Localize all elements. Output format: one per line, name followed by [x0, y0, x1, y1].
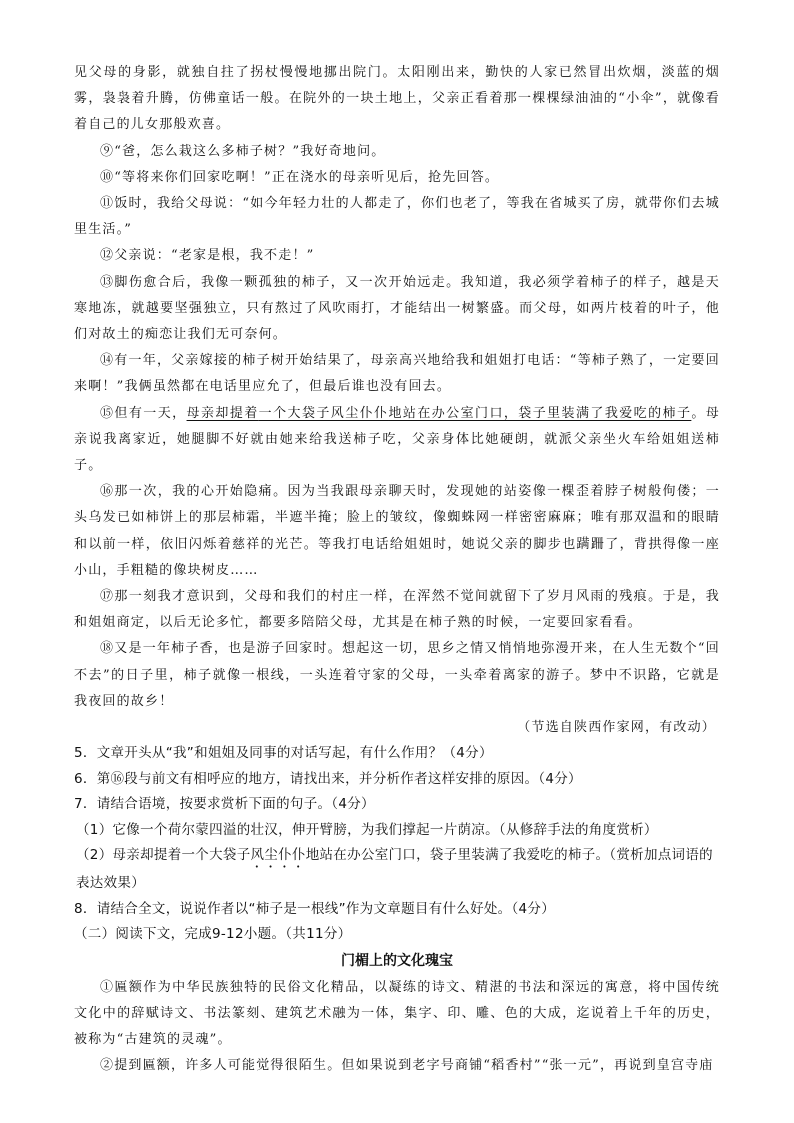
paragraph-16: ⑯那一次，我的心开始隐痛。因为当我跟母亲聊天时，发现她的站姿像一棵歪着脖子树般佝偻；一头乌发已如柿饼上的那层柿霜，半遮半掩；脸上的皱纹，像蜘蛛网一样密密麻麻；唯有那双温和的眼睛和以前一样，依旧闪烁着慈祥的光芒。等我打电话给姐姐时，她说父亲的脚步也蹒跚了，背拱得像一座小山，手粗糙的像块树皮…… [74, 484, 720, 578]
paragraph-15 [74, 401, 720, 480]
question-7-2-suffix: 地站在办公室门口，袋子里装满了我爱吃的柿子。（赏析加点词语的表达效果） [76, 847, 713, 892]
paragraph-11: ⑪饭时，我给父母说：“如今年轻力壮的人都走了，你们也老了，等我在省城买了房，就带你们去城里生活。” [74, 196, 720, 238]
passage-2-paragraph-1: ①匾额作为中华民族独特的民俗文化精品，以凝练的诗文、精湛的书法和深远的寓意，将中国传统文化中的辞赋诗文、书法篆刻、建筑艺术融为一体，集字、印、雕、色的大成，迄说着上千年的历史，被称为“古建筑的灵魂”。 [74, 979, 720, 1047]
reading-passage-2 [74, 948, 720, 1080]
question-8: 8．请结合全文，说说作者以“柿子是一根线”作为文章题目有什么好处。（4分） [74, 900, 556, 917]
paragraph-15-number: ⑮但有一天， [100, 405, 187, 421]
reading-passage-1 [74, 60, 720, 741]
paragraph-14: ⑭有一年，父亲嫁接的柿子树开始结果了，母亲高兴地给我和姐姐打电话：“等柿子熟了，一定要回来啊！”我俩虽然都在电话里应允了，但最后谁也没有回去。 [74, 353, 720, 395]
question-5: 5．文章开头从“我”和姐姐及同事的对话写起，有什么作用？（4分） [74, 745, 493, 762]
question-6: 6．第⑯段与前文有相呼应的地方，请找出来，并分析作者这样安排的原因。（4分） [74, 770, 582, 787]
question-7-1: （1）它像一个荷尔蒙四溢的壮汉，伸开臂膀，为我们撑起一片荫凉。（从修辞手法的角度赏析） [76, 821, 658, 838]
section-2-intro: （二）阅读下文，完成9-12小题。（共11分） [74, 926, 352, 943]
source-note: （节选自陕西作家网，有改动） [517, 720, 716, 736]
paragraph-15-rest: 。母亲说我离家近，她腿脚不好就由她来给我送柿子吃，父亲身体比她硬朗，就派父亲坐火车给姐姐送柿子。 [74, 405, 720, 474]
question-7-2-prefix: （2）母亲却提着一个大袋子 [76, 847, 251, 864]
passage-2-title: 门楣上的文化瑰宝 [341, 952, 453, 969]
paragraph-18: ⑱又是一年柿子香，也是游子回家时。想起这一切，思乡之情又悄悄地弥漫开来，在人生无数个“回不去”的日子里，柿子就像一根线，一头连着守家的父母，一头牵着离家的游子。梦中不识路，它就是我夜回的故乡！ [74, 641, 720, 709]
underlined-part-c: 地站在办公室门口，袋子里装满了我爱吃的柿子 [388, 405, 692, 421]
paragraph-10: ⑩“等将来你们回家吃啊！”正在浇水的母亲听见后，抢先回答。 [100, 169, 500, 185]
exam-page [74, 60, 720, 1079]
paragraph-17: ⑰那一刻我才意识到，父母和我们的村庄一样，在浑然不觉间就留下了岁月风雨的残痕。于是，我和姐姐商定，以后无论多忙，都要多陪陪父母，尤其是在柿子熟的时候，一定要回家看看。 [74, 589, 720, 631]
paragraph-13: ⑬脚伤愈合后，我像一颗孤独的柿子，又一次开始远走。我知道，我必须学着柿子的样子，越是天寒地冻，就越要坚强独立，只有熬过了风吹雨打，才能结出一树繁盛。而父母，如两片枝着的叶子，他们对故土的痴恋让我们无可奈何。 [74, 274, 720, 343]
underlined-part-a: 母亲却提着 [186, 405, 259, 421]
paragraph-12: ⑫父亲说：“老家是根，我不走！” [100, 248, 315, 264]
paragraph-9: ⑨“爸，怎么栽这么多柿子树？”我好奇地问。 [100, 143, 386, 159]
underlined-sentence [187, 406, 692, 421]
question-7: 7．请结合语境，按要求赏析下面的句子。（4分） [74, 796, 375, 813]
dotted-phrase: 风尘仆仆 [250, 847, 306, 864]
underlined-part-b: 一个大袋子风尘仆仆 [258, 405, 389, 421]
question-7-2 [74, 843, 720, 897]
paragraph-8-continued: 见父母的身影，就独自拄了拐杖慢慢地挪出院门。太阳刚出来，勤快的人家已然冒出炊烟，淡蓝的烟雾，袅袅着升腾，仿佛童话一般。在院外的一块土地上，父亲正看着那一棵棵绿油油的“小伞”，就像看着自己的儿女那般欢喜。 [74, 65, 720, 133]
passage-2-paragraph-2: ②提到匾额，许多人可能觉得很陌生。但如果说到老字号商铺“稻香村”“张一元”，再说到皇宫寺庙 [100, 1058, 714, 1074]
questions-section [74, 741, 720, 948]
